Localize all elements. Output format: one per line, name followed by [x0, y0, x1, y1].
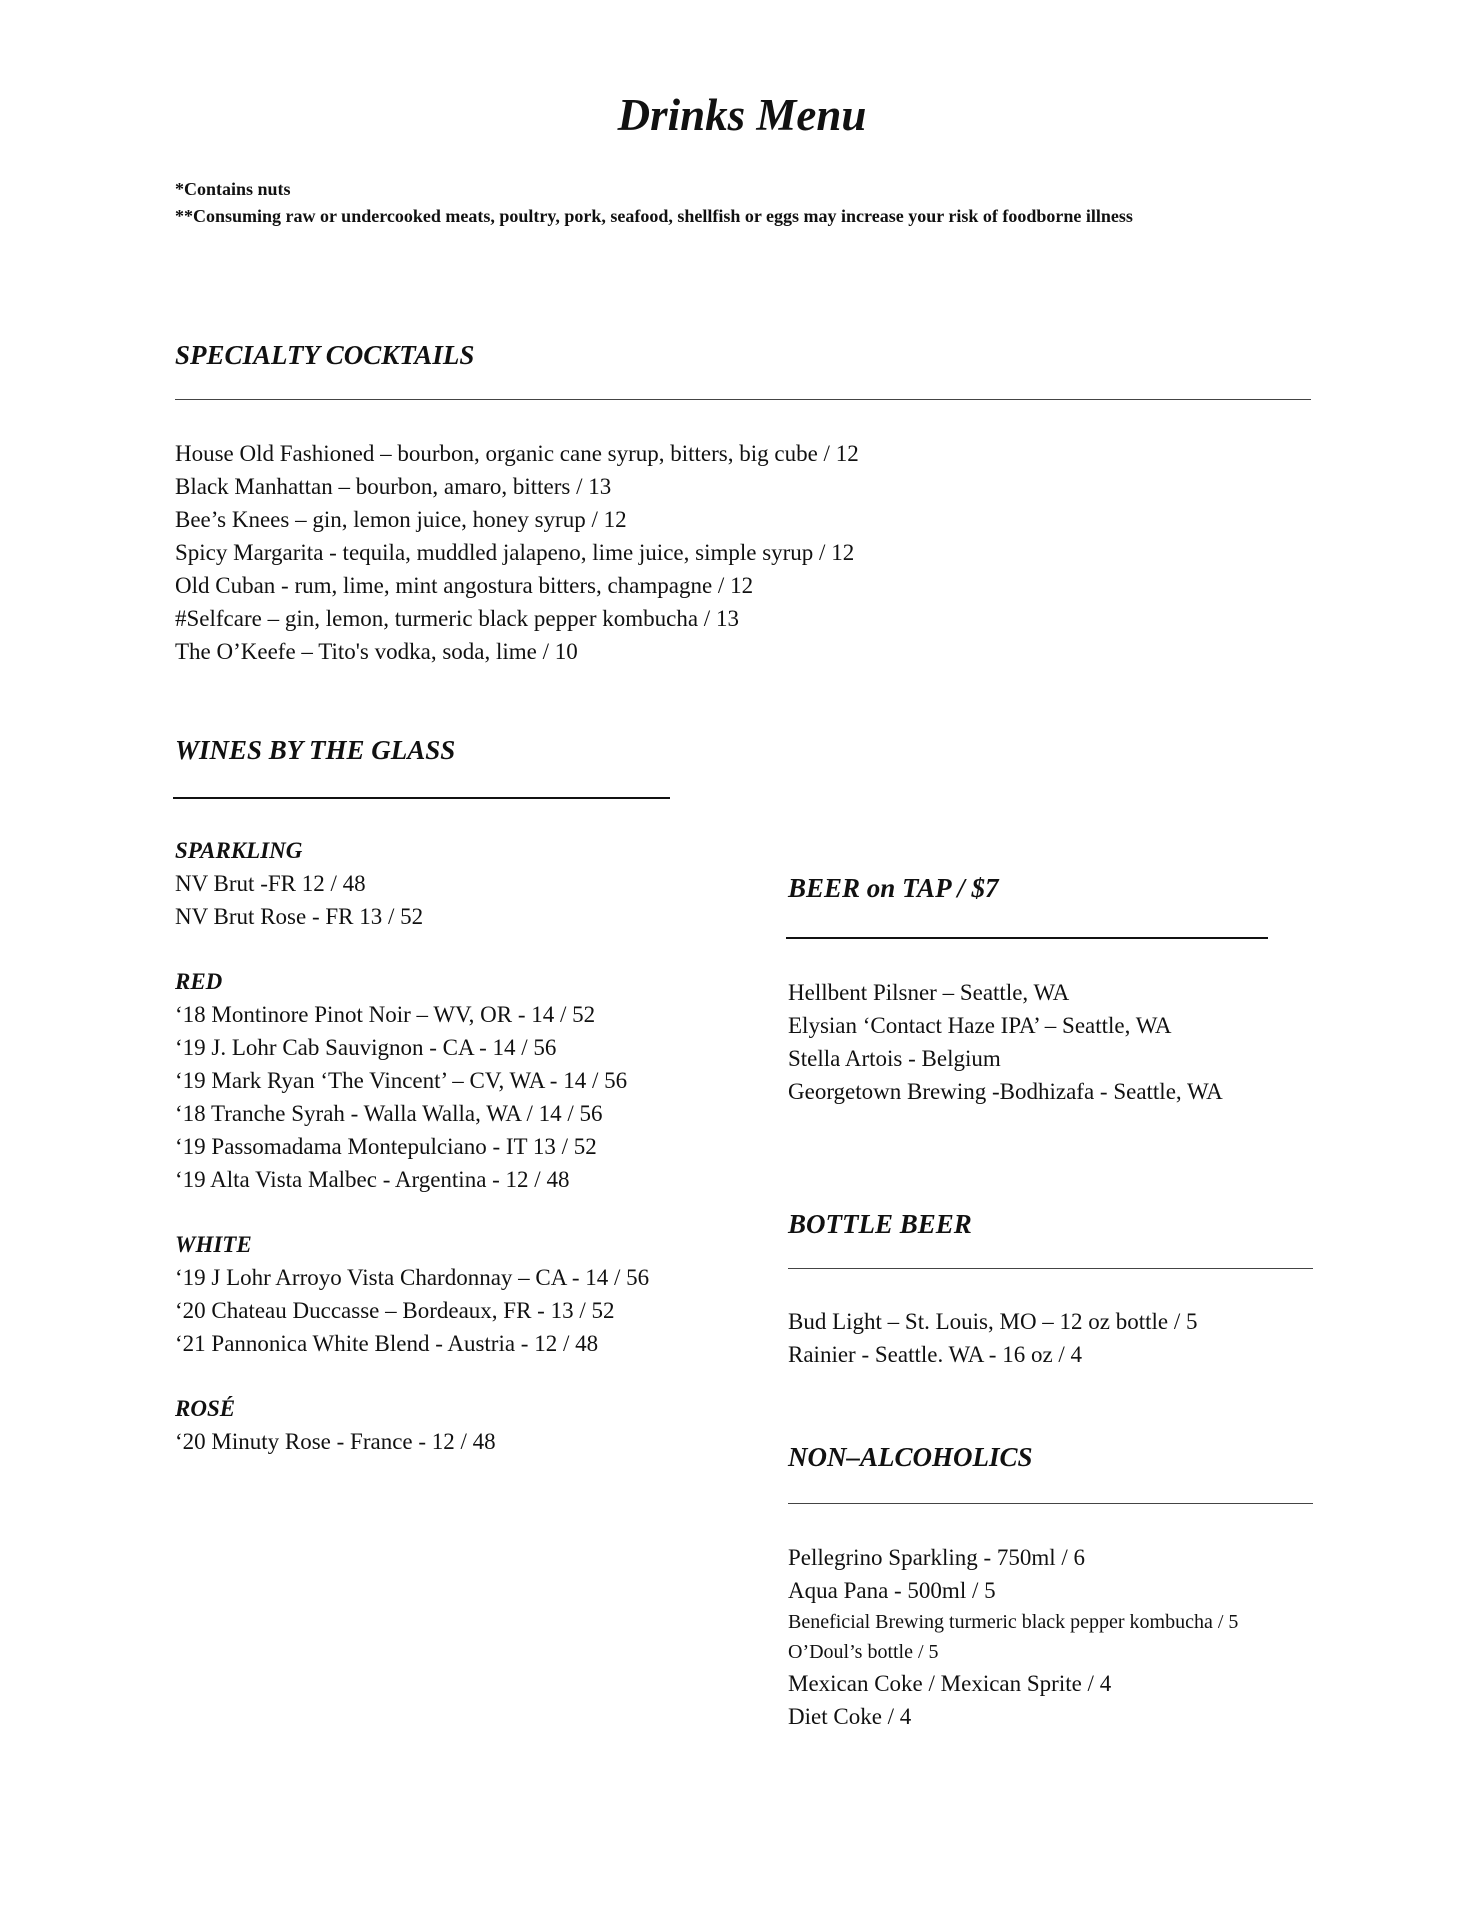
beer-item: Georgetown Brewing -Bodhizafa - Seattle, WA: [788, 1079, 1223, 1104]
note-contains-nuts: *Contains nuts: [175, 179, 291, 199]
wine-item: ‘20 Chateau Duccasse – Bordeaux, FR - 13 / 52: [175, 1298, 615, 1323]
non-alcoholic-item: Aqua Pana - 500ml / 5: [788, 1578, 996, 1603]
cocktail-item: Bee’s Knees – gin, lemon juice, honey syrup / 12: [175, 507, 627, 532]
white-heading: WHITE: [175, 1232, 252, 1257]
non-alcoholics-divider: [788, 1503, 1313, 1504]
non-alcoholic-item: Beneficial Brewing turmeric black pepper kombucha / 5: [788, 1611, 1239, 1633]
non-alcoholic-item: Mexican Coke / Mexican Sprite / 4: [788, 1671, 1112, 1696]
beer-on-tap-heading: BEER on TAP / $7: [788, 873, 999, 903]
specialty-cocktails-list: [175, 437, 859, 668]
wine-item: ‘18 Tranche Syrah - Walla Walla, WA / 14 / 56: [175, 1101, 603, 1126]
red-heading: RED: [175, 969, 223, 994]
bottle-beer-list: [788, 1305, 1198, 1371]
non-alcoholic-item: Diet Coke / 4: [788, 1704, 912, 1729]
cocktail-item: Spicy Margarita - tequila, muddled jalapeno, lime juice, simple syrup / 12: [175, 540, 855, 565]
non-alcoholic-item: O’Doul’s bottle / 5: [788, 1641, 939, 1663]
wine-item: ‘21 Pannonica White Blend - Austria - 12 / 48: [175, 1331, 599, 1356]
wine-item: ‘18 Montinore Pinot Noir – WV, OR - 14 / 52: [175, 1002, 596, 1027]
bottle-beer-item: Rainier - Seattle. WA - 16 oz / 4: [788, 1342, 1083, 1367]
bottle-beer-divider: [788, 1268, 1313, 1269]
bottle-beer-item: Bud Light – St. Louis, MO – 12 oz bottle / 5: [788, 1309, 1198, 1334]
wine-item: ‘19 Alta Vista Malbec - Argentina - 12 / 48: [175, 1167, 570, 1192]
cocktail-item: The O’Keefe – Tito's vodka, soda, lime / 10: [175, 639, 578, 664]
non-alcoholics-list: [788, 1541, 1238, 1733]
wine-item: ‘19 Mark Ryan ‘The Vincent’ – CV, WA - 14 / 56: [175, 1068, 628, 1093]
cocktail-item: Black Manhattan – bourbon, amaro, bitters / 13: [175, 474, 612, 499]
beer-on-tap-divider: [786, 937, 1268, 939]
beer-item: Elysian ‘Contact Haze IPA’ – Seattle, WA: [788, 1013, 1172, 1038]
wines-by-the-glass-heading: WINES BY THE GLASS: [175, 735, 456, 765]
note-raw-food-warning: **Consuming raw or undercooked meats, poultry, pork, seafood, shellfish or eggs may increase your risk of foodborne illness: [175, 206, 1133, 226]
non-alcoholic-item: Pellegrino Sparkling - 750ml / 6: [788, 1545, 1086, 1570]
page-title: Drinks Menu: [617, 90, 867, 140]
wine-item: NV Brut -FR 12 / 48: [175, 871, 366, 896]
wine-item: ‘19 J. Lohr Cab Sauvignon - CA - 14 / 56: [175, 1035, 557, 1060]
non-alcoholics-heading: NON–ALCOHOLICS: [788, 1442, 1033, 1472]
wine-item: ‘19 Passomadama Montepulciano - IT 13 / 52: [175, 1134, 597, 1159]
beer-item: Hellbent Pilsner – Seattle, WA: [788, 980, 1070, 1005]
specialty-cocktails-divider: [175, 399, 1311, 400]
wine-item: ‘19 J Lohr Arroyo Vista Chardonnay – CA - 14 / 56: [175, 1265, 650, 1290]
beer-item: Stella Artois - Belgium: [788, 1046, 1001, 1071]
rose-heading: ROSÉ: [175, 1396, 236, 1421]
allergy-notes: [175, 176, 1133, 230]
cocktail-item: House Old Fashioned – bourbon, organic cane syrup, bitters, big cube / 12: [175, 441, 859, 466]
wine-item: NV Brut Rose - FR 13 / 52: [175, 904, 424, 929]
wines-list: [175, 834, 649, 1458]
bottle-beer-heading: BOTTLE BEER: [788, 1209, 972, 1239]
sparkling-heading: SPARKLING: [175, 838, 303, 863]
wine-item: ‘20 Minuty Rose - France - 12 / 48: [175, 1429, 496, 1454]
cocktail-item: #Selfcare – gin, lemon, turmeric black pepper kombucha / 13: [175, 606, 739, 631]
specialty-cocktails-heading: SPECIALTY COCKTAILS: [175, 340, 475, 370]
beer-on-tap-list: [788, 976, 1223, 1108]
cocktail-item: Old Cuban - rum, lime, mint angostura bitters, champagne / 12: [175, 573, 754, 598]
wines-divider: [173, 797, 670, 799]
